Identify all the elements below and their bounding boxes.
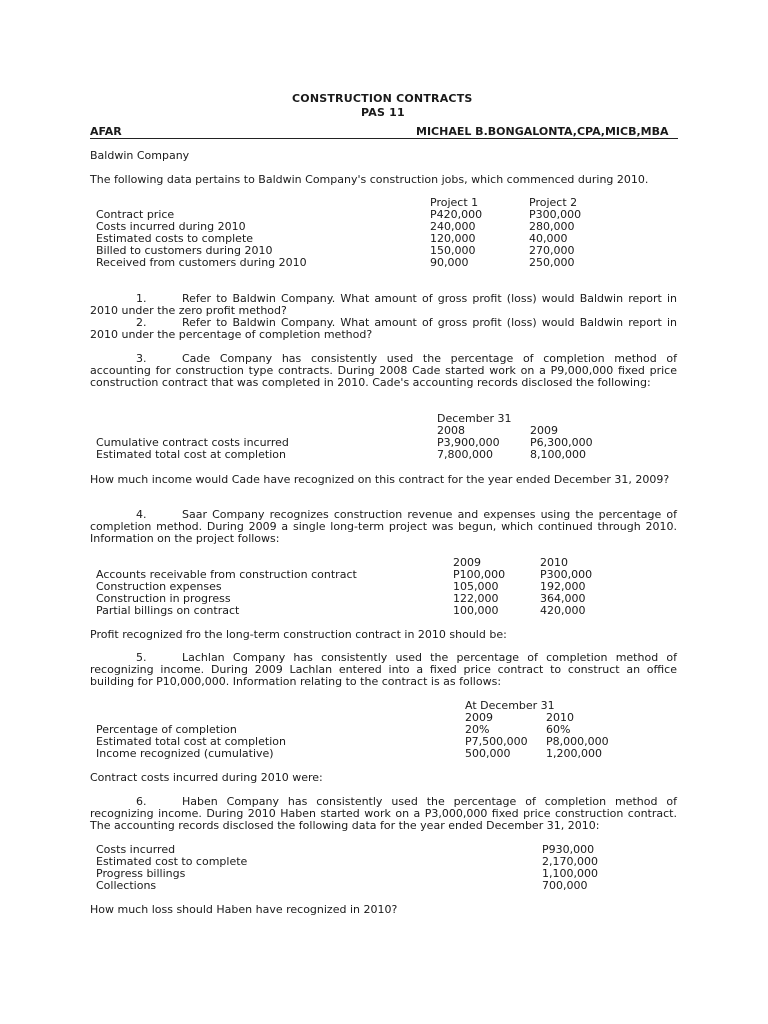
table-cell: 364,000: [540, 592, 586, 605]
table-cell: 250,000: [529, 256, 575, 269]
col-header-2010: 2010: [540, 556, 568, 569]
table-cell: P300,000: [529, 208, 582, 221]
table-row-label: Percentage of completion: [96, 723, 237, 736]
header-rule: [90, 138, 678, 139]
table-cell: 280,000: [529, 220, 575, 233]
document-title: CONSTRUCTION CONTRACTS: [292, 92, 473, 105]
table-cell: P930,000: [542, 843, 595, 856]
table-cell: P3,900,000: [437, 436, 500, 449]
table-cell: 2,170,000: [542, 855, 598, 868]
table-row-label: Costs incurred during 2010: [96, 220, 246, 233]
col-header-2008: 2008: [437, 424, 465, 437]
question-text: Lachlan Company has consistently used the percentage of completion method of recognizing income. During 2009 Lachlan entered into a fixed price contract to construct an office building for P10,000,000. Information relating to the contract is as follows:: [90, 651, 677, 688]
col-header-december: December 31: [437, 412, 512, 425]
question-6-prompt: How much loss should Haben have recognized in 2010?: [90, 903, 398, 916]
question-3-prompt: How much income would Cade have recognized on this contract for the year ended December 31, 2009?: [90, 473, 670, 486]
question-text: Saar Company recognizes construction revenue and expenses using the percentage of completion method. During 2009 a single long-term project was begun, which continued through 2010. Information on the project follows:: [90, 508, 677, 545]
table-row-label: Billed to customers during 2010: [96, 244, 273, 257]
question-4-prompt: Profit recognized fro the long-term construction contract in 2010 should be:: [90, 628, 507, 641]
question-number: 4.: [136, 508, 147, 521]
table-cell: 105,000: [453, 580, 499, 593]
question-4: [90, 509, 677, 545]
table-row-label: Income recognized (cumulative): [96, 747, 274, 760]
question-3: [90, 353, 677, 389]
table-cell: 120,000: [430, 232, 476, 245]
question-2: [90, 317, 677, 341]
company-name: Baldwin Company: [90, 149, 190, 162]
intro-text: The following data pertains to Baldwin Company's construction jobs, which commenced during 2010.: [90, 173, 649, 186]
table-cell: P7,500,000: [465, 735, 528, 748]
table-cell: 8,100,000: [530, 448, 586, 461]
question-text: Refer to Baldwin Company. What amount of gross profit (loss) would Baldwin report in 2010 under the zero profit method?: [90, 292, 677, 317]
header-right: MICHAEL B.BONGALONTA,CPA,MICB,MBA: [416, 125, 669, 138]
table-row-label: Progress billings: [96, 867, 186, 880]
col-header-project-1: Project 1: [430, 196, 479, 209]
question-number: 3.: [136, 352, 147, 365]
table-cell: 90,000: [430, 256, 469, 269]
table-row-label: Cumulative contract costs incurred: [96, 436, 289, 449]
table-cell: 1,100,000: [542, 867, 598, 880]
col-header-2009: 2009: [530, 424, 558, 437]
table-row-label: Accounts receivable from construction contract: [96, 568, 357, 581]
document-subtitle: PAS 11: [361, 106, 405, 119]
table-cell: 700,000: [542, 879, 588, 892]
question-number: 5.: [136, 651, 147, 664]
table-row-label: Collections: [96, 879, 157, 892]
header-left: AFAR: [90, 125, 122, 138]
table-cell: 192,000: [540, 580, 586, 593]
col-header-december: At December 31: [465, 699, 555, 712]
table-cell: 122,000: [453, 592, 499, 605]
question-1: [90, 293, 677, 317]
table-row-label: Costs incurred: [96, 843, 176, 856]
col-header-2009: 2009: [465, 711, 493, 724]
table-row-label: Construction expenses: [96, 580, 222, 593]
table-cell: 500,000: [465, 747, 511, 760]
table-cell: 420,000: [540, 604, 586, 617]
table-cell: 40,000: [529, 232, 568, 245]
table-cell: 270,000: [529, 244, 575, 257]
col-header-2010: 2010: [546, 711, 574, 724]
table-row-label: Estimated cost to complete: [96, 855, 248, 868]
question-6: [90, 796, 677, 832]
table-cell: P100,000: [453, 568, 506, 581]
table-cell: 1,200,000: [546, 747, 602, 760]
table-cell: P300,000: [540, 568, 593, 581]
col-header-2009: 2009: [453, 556, 481, 569]
table-cell: 240,000: [430, 220, 476, 233]
question-text: Refer to Baldwin Company. What amount of gross profit (loss) would Baldwin report in 2010 under the percentage of completion method?: [90, 316, 677, 341]
question-5: [90, 652, 677, 688]
table-row-label: Estimated costs to complete: [96, 232, 254, 245]
question-text: Haben Company has consistently used the percentage of completion method of recognizing income. During 2010 Haben started work on a P3,000,000 fixed price construction contract. The accounting records disclosed the following data for the year ended December 31, 2010:: [90, 795, 677, 832]
question-number: 6.: [136, 795, 147, 808]
table-cell: 7,800,000: [437, 448, 493, 461]
table-cell: 150,000: [430, 244, 476, 257]
table-cell: P6,300,000: [530, 436, 593, 449]
table-row-label: Construction in progress: [96, 592, 231, 605]
table-row-label: Partial billings on contract: [96, 604, 240, 617]
table-cell: P420,000: [430, 208, 483, 221]
table-row-label: Estimated total cost at completion: [96, 448, 286, 461]
question-number: 2.: [136, 316, 147, 329]
table-cell: 60%: [546, 723, 571, 736]
question-number: 1.: [136, 292, 147, 305]
col-header-project-2: Project 2: [529, 196, 578, 209]
table-row-label: Received from customers during 2010: [96, 256, 307, 269]
table-row-label: Contract price: [96, 208, 175, 221]
table-cell: 100,000: [453, 604, 499, 617]
question-5-prompt: Contract costs incurred during 2010 were:: [90, 771, 323, 784]
table-row-label: Estimated total cost at completion: [96, 735, 286, 748]
question-text: Cade Company has consistently used the percentage of completion method of accounting for construction type contracts. During 2008 Cade started work on a P9,000,000 fixed price construction contract that was completed in 2010. Cade's accounting records disclosed the following:: [90, 352, 677, 389]
table-cell: 20%: [465, 723, 490, 736]
table-cell: P8,000,000: [546, 735, 609, 748]
